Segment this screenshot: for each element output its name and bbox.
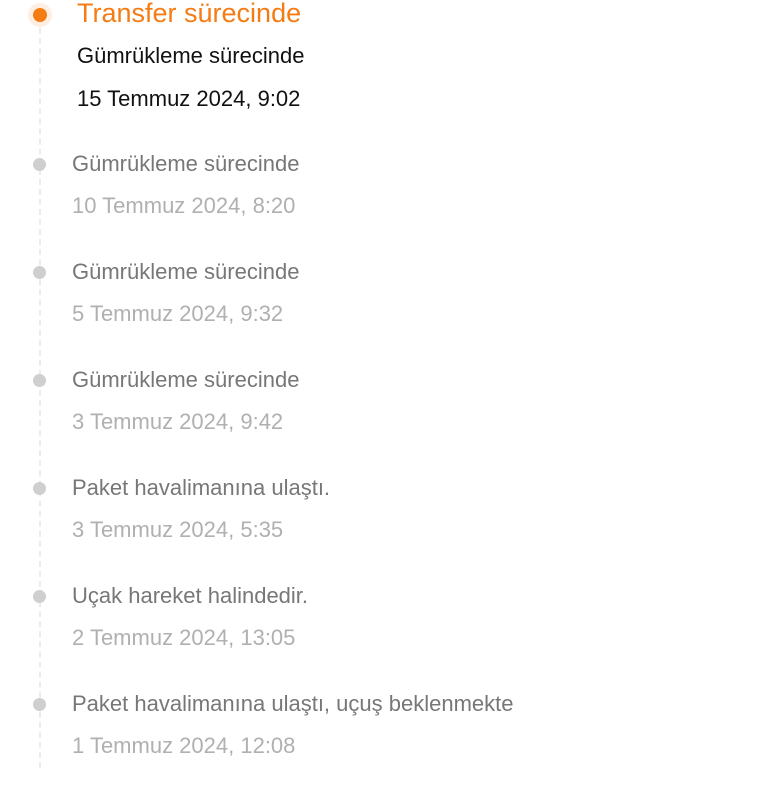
event-title: Paket havalimanına ulaştı, uçuş beklenmekte xyxy=(72,691,514,716)
event-title: Gümrükleme sürecinde xyxy=(72,367,300,392)
event-title: Gümrükleme sürecinde xyxy=(72,151,300,176)
event-date: 1 Temmuz 2024, 12:08 xyxy=(72,733,296,758)
timeline-event xyxy=(0,259,768,373)
timeline-event xyxy=(0,367,768,481)
timeline-dot-icon xyxy=(33,482,46,495)
event-date: 3 Temmuz 2024, 5:35 xyxy=(72,517,284,542)
event-date: 3 Temmuz 2024, 9:42 xyxy=(72,409,284,434)
current-status-detail: Gümrükleme sürecinde xyxy=(77,43,305,68)
event-title: Gümrükleme sürecinde xyxy=(72,259,300,284)
timeline-dot-icon xyxy=(33,266,46,279)
timeline-event xyxy=(0,691,768,805)
current-status-date: 15 Temmuz 2024, 9:02 xyxy=(77,86,301,111)
timeline-dot-icon xyxy=(33,158,46,171)
event-date: 2 Temmuz 2024, 13:05 xyxy=(72,625,296,650)
timeline-event xyxy=(0,475,768,589)
timeline-event xyxy=(0,151,768,265)
event-date: 10 Temmuz 2024, 8:20 xyxy=(72,193,296,218)
current-status-title: Transfer sürecinde xyxy=(77,0,302,28)
timeline-event xyxy=(0,583,768,697)
timeline-dot-icon xyxy=(33,590,46,603)
current-status-dot-icon xyxy=(28,3,52,27)
event-title: Paket havalimanına ulaştı. xyxy=(72,475,331,500)
event-title: Uçak hareket halindedir. xyxy=(72,583,309,608)
event-date: 5 Temmuz 2024, 9:32 xyxy=(72,301,284,326)
timeline-dot-icon xyxy=(33,374,46,387)
timeline-dot-icon xyxy=(33,698,46,711)
